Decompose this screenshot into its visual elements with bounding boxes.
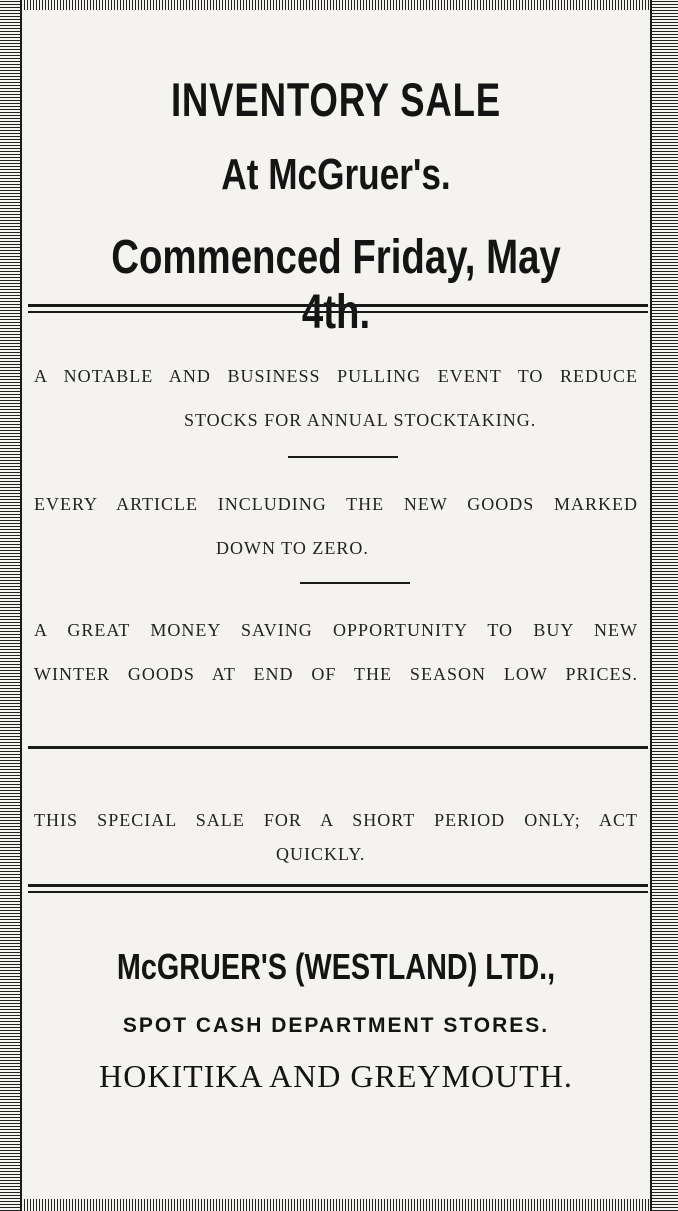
- firm-name: McGRUER'S (WESTLAND) LTD.,: [116, 946, 556, 987]
- firm-tagline: SPOT CASH DEPARTMENT STORES.: [122, 1014, 550, 1037]
- bottom-border: [0, 1199, 678, 1211]
- left-rule: [20, 0, 22, 1211]
- date-line: Commenced Friday, May: [111, 231, 561, 284]
- p1-line1: A NOTABLE AND BUSINESS PULLING EVENT TO REDUCE: [34, 366, 638, 386]
- right-border: [652, 0, 678, 1211]
- p4-line1: THIS SPECIAL SALE FOR A SHORT PERIOD ONLY; ACT: [34, 810, 638, 830]
- subheadline: At McGruer's.: [221, 150, 451, 199]
- divider-middle: [28, 746, 648, 749]
- right-rule: [650, 0, 652, 1211]
- p3-line1: A GREAT MONEY SAVING OPPORTUNITY TO BUY NEW: [34, 620, 638, 640]
- p1-line2: STOCKS FOR ANNUAL STOCKTAKING.: [184, 410, 537, 430]
- divider-bottom: [28, 884, 648, 893]
- p4-line2: QUICKLY.: [276, 844, 366, 864]
- firm-locations: HOKITIKA AND GREYMOUTH.: [99, 1058, 573, 1094]
- headline: INVENTORY SALE: [170, 73, 502, 126]
- short-divider-2: [300, 582, 410, 584]
- advertisement: [24, 10, 648, 1198]
- top-border: [0, 0, 678, 10]
- left-border: [0, 0, 20, 1211]
- short-divider-1: [288, 456, 398, 458]
- p3-line2: WINTER GOODS AT END OF THE SEASON LOW PRICES.: [34, 664, 638, 684]
- divider-top: [28, 304, 648, 313]
- p2-line2: DOWN TO ZERO.: [216, 538, 369, 558]
- p2-line1: EVERY ARTICLE INCLUDING THE NEW GOODS MARKED: [34, 494, 638, 514]
